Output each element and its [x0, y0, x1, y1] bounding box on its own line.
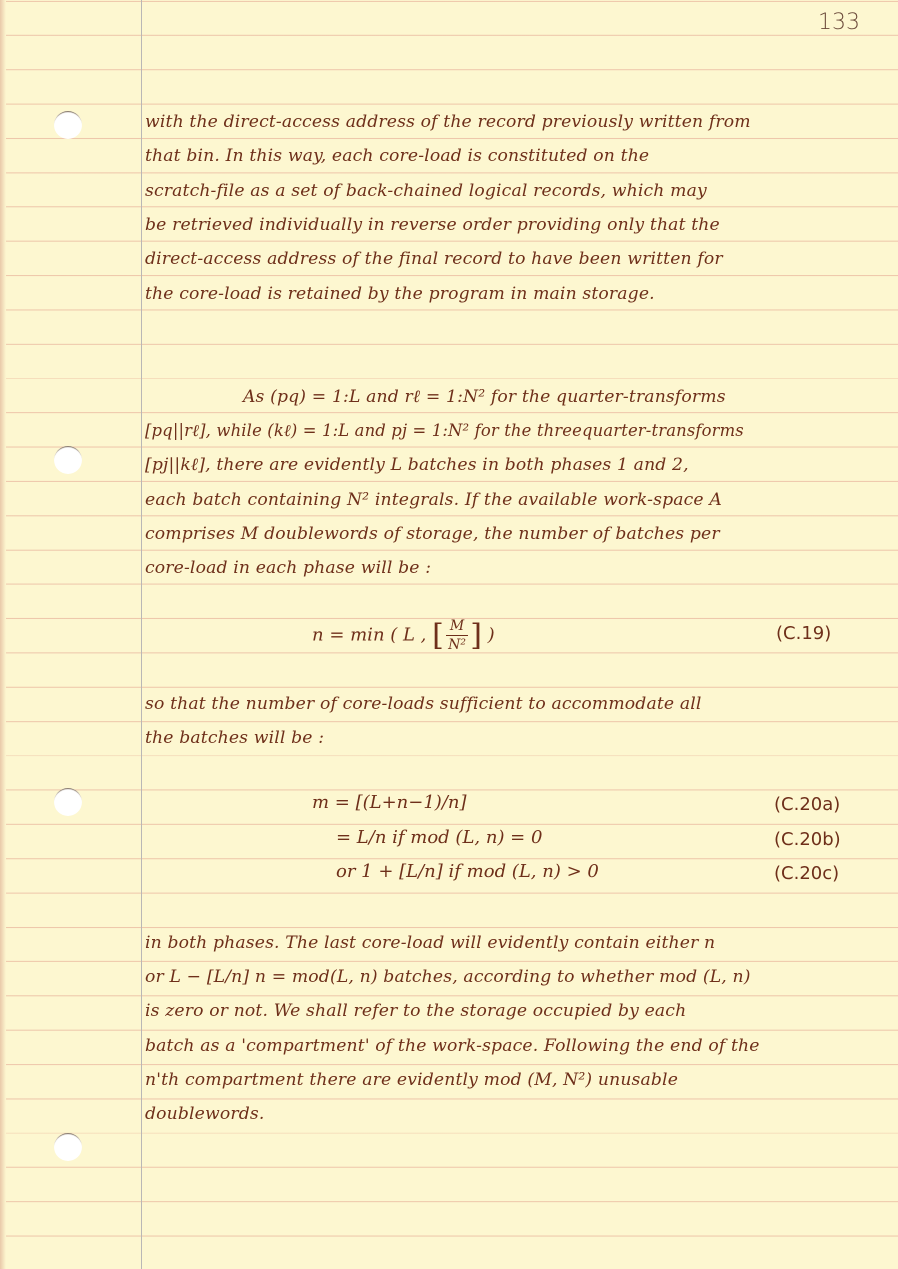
text-line: n'th compartment there are evidently mod (M, N²) unusable: [145, 1070, 679, 1090]
text-line: batch as a 'compartment' of the work-space. Following the end of the: [145, 1036, 760, 1056]
text-line: that bin. In this way, each core-load is constituted on the: [145, 146, 650, 166]
equation-c20b: = L/n if mod (L, n) = 0: [336, 827, 543, 848]
text-line: or L − [L/n] n = mod(L, n) batches, according to whether mod (L, n): [145, 967, 751, 987]
page-edge: [0, 0, 6, 1269]
equation-label: (C.19): [776, 623, 832, 644]
text-line: [pj||kℓ], there are evidently L batches in both phases 1 and 2,: [145, 455, 689, 475]
equation-label: (C.20b): [774, 829, 841, 850]
fraction-denominator: N²: [448, 637, 466, 653]
equation-c19: [312, 618, 495, 653]
equation-lhs: n = min ( L ,: [312, 624, 433, 646]
text-line: is zero or not. We shall refer to the storage occupied by each: [145, 1001, 687, 1021]
bracket-close: ]: [470, 618, 482, 653]
fraction: [446, 619, 468, 652]
text-line: in both phases. The last core-load will evidently contain either n: [145, 933, 716, 953]
text-line: comprises M doublewords of storage, the number of batches per: [145, 524, 720, 544]
bracket-open: [: [432, 618, 444, 653]
text-line: the batches will be :: [145, 728, 325, 748]
punch-hole: [54, 788, 82, 816]
text-line: each batch containing N² integrals. If the available work-space A: [145, 490, 722, 510]
equation-rhs: ): [481, 624, 495, 646]
equation-c20c: or 1 + [L/n] if mod (L, n) > 0: [336, 861, 599, 882]
text-line: core-load in each phase will be :: [145, 558, 432, 578]
text-line: direct-access address of the final record to have been written for: [145, 249, 723, 269]
text-line: [pq||rℓ], while (kℓ) = 1:L and pj = 1:N² for the threequarter-transforms: [145, 421, 744, 440]
punch-hole: [54, 111, 82, 139]
punch-hole: [54, 446, 82, 474]
text-line: the core-load is retained by the program in main storage.: [145, 284, 655, 304]
equation-label: (C.20a): [774, 794, 841, 815]
equation-c20a: m = [(L+n−1)/n]: [312, 792, 467, 813]
text-line: scratch-file as a set of back-chained logical records, which may: [145, 181, 707, 201]
equation-label: (C.20c): [774, 863, 840, 884]
fraction-numerator: M: [446, 619, 468, 636]
text-line: As (pq) = 1:L and rℓ = 1:N² for the quarter-transforms: [243, 387, 726, 407]
page-number: 133: [818, 10, 860, 35]
text-line: with the direct-access address of the record previously written from: [145, 112, 751, 132]
text-line: so that the number of core-loads sufficient to accommodate all: [145, 694, 702, 714]
margin-line: [141, 0, 142, 1269]
punch-hole: [54, 1133, 82, 1161]
text-line: be retrieved individually in reverse order providing only that the: [145, 215, 720, 235]
text-line: doublewords.: [145, 1104, 265, 1124]
